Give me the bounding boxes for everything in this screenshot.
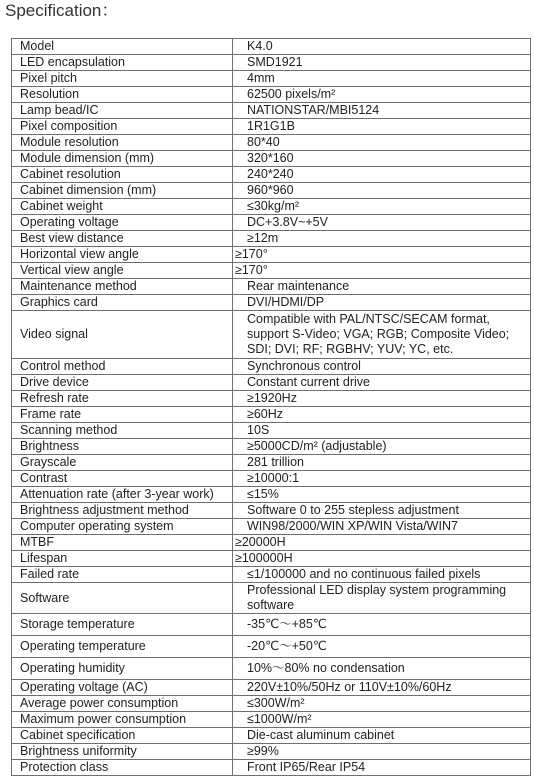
spec-value: NATIONSTAR/MBI5124 — [233, 103, 531, 119]
spec-row — [12, 712, 531, 728]
spec-row — [12, 423, 531, 439]
spec-label: Pixel pitch — [12, 71, 233, 87]
spec-row — [12, 551, 531, 567]
spec-label: Graphics card — [12, 295, 233, 311]
spec-value: Synchronous control — [233, 359, 531, 375]
spec-label: MTBF — [12, 535, 233, 551]
spec-value: Professional LED display system programming software — [233, 583, 531, 614]
spec-value: ≥5000CD/m² (adjustable) — [233, 439, 531, 455]
spec-label: Cabinet specification — [12, 728, 233, 744]
spec-row — [12, 471, 531, 487]
spec-label: Protection class — [12, 760, 233, 776]
spec-label: Brightness — [12, 439, 233, 455]
spec-label: Operating humidity — [12, 658, 233, 680]
spec-value: DVI/HDMI/DP — [233, 295, 531, 311]
spec-row — [12, 311, 531, 359]
spec-row — [12, 279, 531, 295]
specification-table — [11, 38, 531, 776]
spec-value: 80*40 — [233, 135, 531, 151]
spec-row — [12, 87, 531, 103]
spec-value: 10%～80% no condensation — [233, 658, 531, 680]
spec-row — [12, 183, 531, 199]
spec-label: LED encapsulation — [12, 55, 233, 71]
spec-row — [12, 535, 531, 551]
spec-value: ≤1000W/m² — [233, 712, 531, 728]
spec-value: 960*960 — [233, 183, 531, 199]
spec-value: Compatible with PAL/NTSC/SECAM format, support S-Video; VGA; RGB; Composite Video; SDI; DVI; RF; RGBHV; YUV; YC, etc. — [233, 311, 531, 359]
spec-value: Software 0 to 255 stepless adjustment — [233, 503, 531, 519]
spec-row — [12, 71, 531, 87]
spec-value: ≤300W/m² — [233, 696, 531, 712]
spec-row — [12, 391, 531, 407]
spec-label: Scanning method — [12, 423, 233, 439]
spec-row — [12, 199, 531, 215]
spec-value: SMD1921 — [233, 55, 531, 71]
spec-label: Resolution — [12, 87, 233, 103]
spec-label: Module dimension (mm) — [12, 151, 233, 167]
spec-row — [12, 295, 531, 311]
spec-label: Cabinet resolution — [12, 167, 233, 183]
spec-row — [12, 680, 531, 696]
spec-row — [12, 487, 531, 503]
spec-value: 4mm — [233, 71, 531, 87]
spec-label: Control method — [12, 359, 233, 375]
spec-label: Contrast — [12, 471, 233, 487]
spec-label: Lamp bead/IC — [12, 103, 233, 119]
spec-label: Refresh rate — [12, 391, 233, 407]
spec-label: Brightness uniformity — [12, 744, 233, 760]
spec-row — [12, 407, 531, 423]
spec-value: ≤1/100000 and no continuous failed pixels — [233, 567, 531, 583]
spec-label: Drive device — [12, 375, 233, 391]
spec-row — [12, 215, 531, 231]
spec-value: ≤15% — [233, 487, 531, 503]
spec-label: Video signal — [12, 311, 233, 359]
spec-row — [12, 636, 531, 658]
spec-label: Model — [12, 39, 233, 55]
spec-label: Computer operating system — [12, 519, 233, 535]
spec-label: Operating temperature — [12, 636, 233, 658]
spec-row — [12, 567, 531, 583]
spec-row — [12, 455, 531, 471]
spec-value: ≥12m — [233, 231, 531, 247]
spec-row — [12, 519, 531, 535]
spec-value: K4.0 — [233, 39, 531, 55]
spec-value: ≤30kg/m² — [233, 199, 531, 215]
spec-row — [12, 247, 531, 263]
spec-value: Die-cast aluminum cabinet — [233, 728, 531, 744]
spec-label: Attenuation rate (after 3-year work) — [12, 487, 233, 503]
spec-value: Front IP65/Rear IP54 — [233, 760, 531, 776]
spec-row — [12, 375, 531, 391]
spec-row — [12, 103, 531, 119]
spec-value: ≥20000H — [233, 535, 531, 551]
spec-label: Grayscale — [12, 455, 233, 471]
spec-label: Horizontal view angle — [12, 247, 233, 263]
spec-label: Vertical view angle — [12, 263, 233, 279]
spec-value: ≥99% — [233, 744, 531, 760]
spec-row — [12, 614, 531, 636]
spec-row — [12, 583, 531, 614]
spec-row — [12, 119, 531, 135]
spec-label: Average power consumption — [12, 696, 233, 712]
spec-row — [12, 39, 531, 55]
spec-row — [12, 744, 531, 760]
spec-value: DC+3.8V~+5V — [233, 215, 531, 231]
spec-value: ≥1920Hz — [233, 391, 531, 407]
spec-value: 10S — [233, 423, 531, 439]
spec-row — [12, 167, 531, 183]
spec-value: -20℃～+50℃ — [233, 636, 531, 658]
spec-value: 320*160 — [233, 151, 531, 167]
spec-row — [12, 696, 531, 712]
spec-row — [12, 658, 531, 680]
spec-value: Constant current drive — [233, 375, 531, 391]
spec-label: Frame rate — [12, 407, 233, 423]
spec-label: Software — [12, 583, 233, 614]
spec-value: 281 trillion — [233, 455, 531, 471]
spec-value: -35℃～+85℃ — [233, 614, 531, 636]
spec-row — [12, 359, 531, 375]
spec-row — [12, 231, 531, 247]
spec-row — [12, 439, 531, 455]
specification-table-body — [12, 39, 531, 776]
spec-row — [12, 728, 531, 744]
spec-row — [12, 151, 531, 167]
spec-label: Failed rate — [12, 567, 233, 583]
spec-value: Rear maintenance — [233, 279, 531, 295]
spec-row — [12, 263, 531, 279]
page-heading: Specification： — [5, 1, 119, 20]
spec-value: ≥170° — [233, 263, 531, 279]
spec-row — [12, 55, 531, 71]
spec-label: Best view distance — [12, 231, 233, 247]
spec-label: Cabinet weight — [12, 199, 233, 215]
spec-label: Maintenance method — [12, 279, 233, 295]
spec-label: Operating voltage (AC) — [12, 680, 233, 696]
spec-value: 240*240 — [233, 167, 531, 183]
spec-label: Cabinet dimension (mm) — [12, 183, 233, 199]
spec-value: ≥10000:1 — [233, 471, 531, 487]
spec-label: Storage temperature — [12, 614, 233, 636]
spec-label: Lifespan — [12, 551, 233, 567]
spec-value: 1R1G1B — [233, 119, 531, 135]
spec-label: Brightness adjustment method — [12, 503, 233, 519]
spec-row — [12, 760, 531, 776]
spec-label: Module resolution — [12, 135, 233, 151]
spec-value: WIN98/2000/WIN XP/WIN Vista/WIN7 — [233, 519, 531, 535]
spec-label: Pixel composition — [12, 119, 233, 135]
spec-row — [12, 135, 531, 151]
spec-value: ≥60Hz — [233, 407, 531, 423]
spec-value: 220V±10%/50Hz or 110V±10%/60Hz — [233, 680, 531, 696]
spec-label: Operating voltage — [12, 215, 233, 231]
spec-value: ≥170° — [233, 247, 531, 263]
spec-value: ≥100000H — [233, 551, 531, 567]
spec-label: Maximum power consumption — [12, 712, 233, 728]
spec-row — [12, 503, 531, 519]
spec-value: 62500 pixels/m² — [233, 87, 531, 103]
